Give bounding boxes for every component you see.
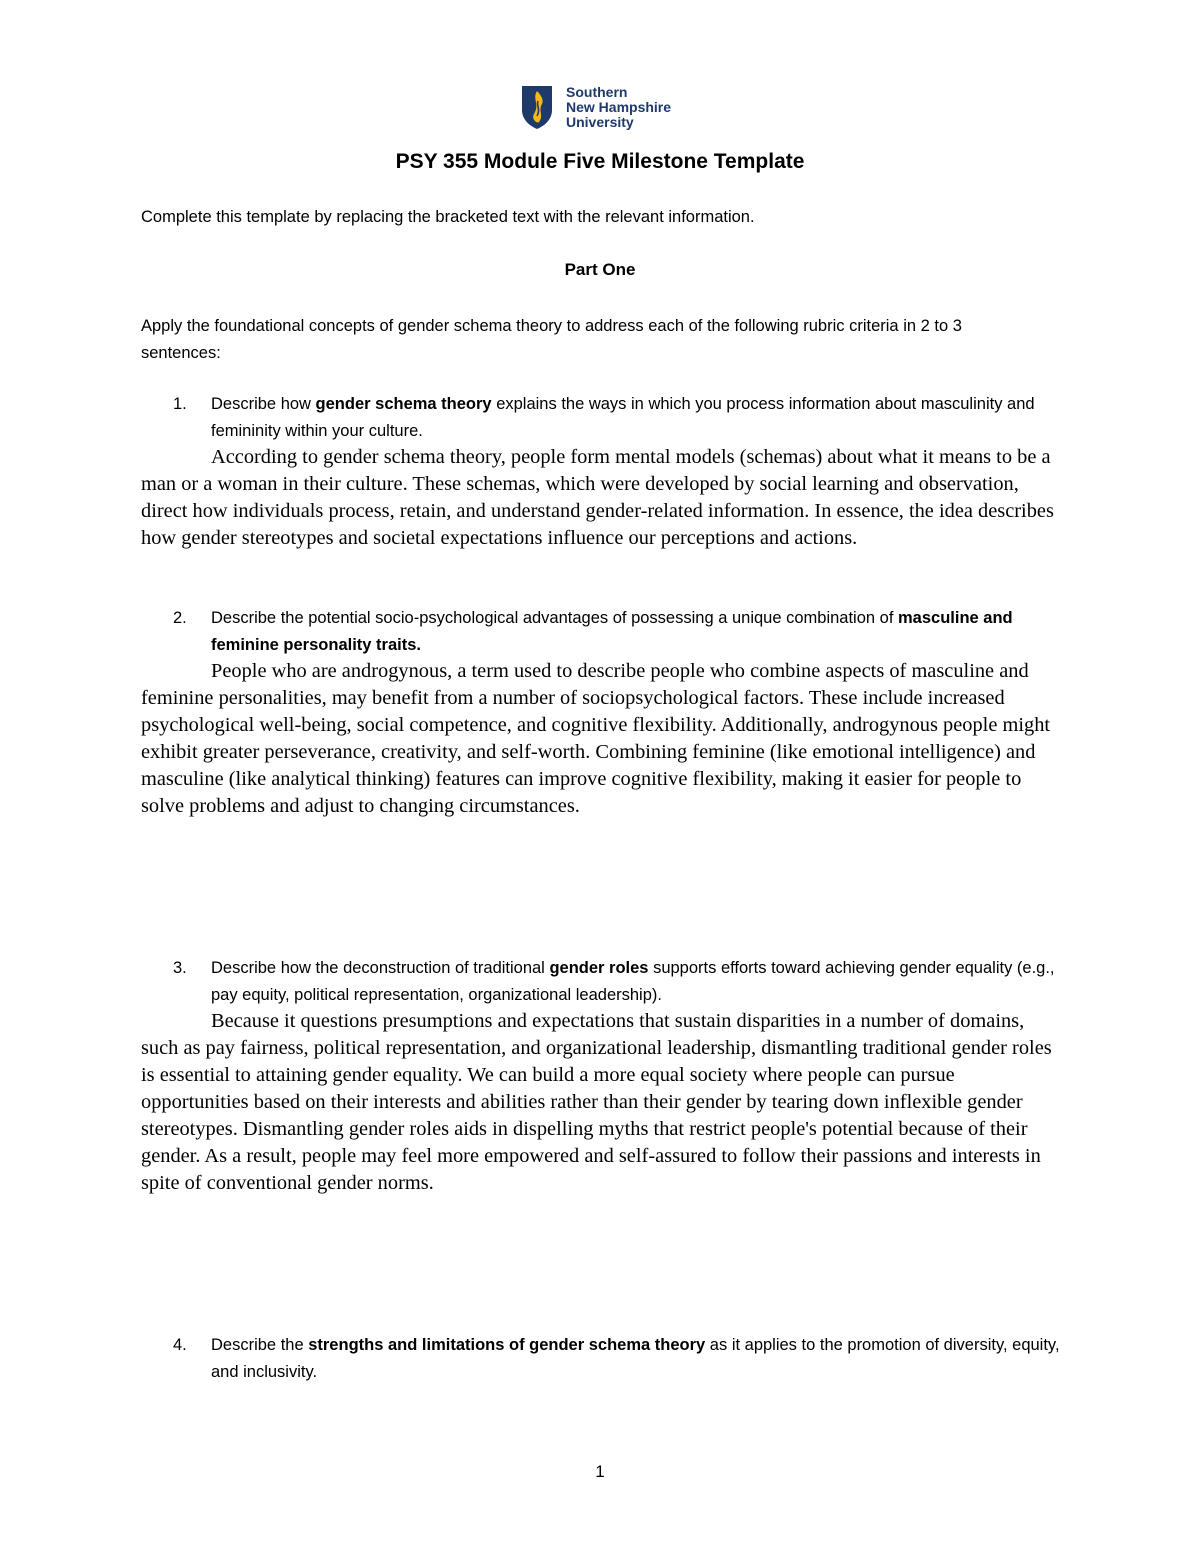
document-title: PSY 355 Module Five Milestone Template [395,150,805,173]
question-text-pre: Describe the [211,1336,309,1354]
question-text-pre: Describe the potential socio-psychological advantages of possessing a unique combination of [211,609,899,627]
question-text-post: supports efforts toward achieving gender equality (e.g., pay equity, political representation, organizational leadership). [211,959,1055,1004]
question-text-bold: gender schema theory [315,395,492,413]
snhu-logo [520,84,690,132]
logo-line-1: Southern [566,84,628,100]
question-text-pre: Describe how the deconstruction of traditional [211,959,550,977]
question-text [211,955,1071,1009]
question-number: 1. [173,395,187,413]
question-text-post: as it applies to the promotion of diversity, equity, and inclusivity. [211,1336,1060,1381]
shield-flame-icon [520,84,554,130]
intro-text: Complete this template by replacing the bracketed text with the relevant information. [141,208,755,226]
logo-line-3: University [566,114,634,130]
question-text-bold: masculine and feminine personality traits. [211,609,1013,654]
question-text-bold: gender roles [549,959,649,977]
question-number: 3. [173,959,187,977]
part-heading: Part One [564,260,636,279]
page-number: 1 [595,1462,605,1481]
question-text-pre: Describe how [211,395,316,413]
question-number: 2. [173,609,187,627]
question-text [211,1332,1071,1386]
question-text-post: explains the ways in which you process information about masculinity and femininity within your culture. [211,395,1035,440]
answer-text: People who are androgynous, a term used to describe people who combine aspects of masculine and feminine personalities, may benefit from a number of sociopsychological factors. These include increased psychological well-being, social competence, and cognitive flexibility. Additionally, androgynous people might exhibit greater perseverance, creativity, and self-worth. Combining feminine (like emotional intelligence) and masculine (like analytical thinking) features can improve cognitive flexibility, making it easier for people to solve problems and adjust to changing circumstances. [141,660,1051,817]
answer-text: Because it questions presumptions and expectations that sustain disparities in a number of domains, such as pay fairness, political representation, and organizational leadership, dismantling traditional gender roles is essential to attaining gender equality. We can build a more equal society where people can pursue opportunities based on their interests and abilities rather than their gender by tearing down inflexible gender stereotypes. Dismantling gender roles aids in dispelling myths that restrict people's potential because of their gender. As a result, people may feel more empowered and self-assured to follow their passions and interests in spite of conventional gender norms. [141,1010,1052,1194]
question-number: 4. [173,1336,187,1354]
question-text [211,391,1071,445]
question-text-bold: strengths and limitations of gender schema theory [308,1336,706,1354]
apply-instructions: Apply the foundational concepts of gender schema theory to address each of the following rubric criteria in 2 to 3 sentences: [141,317,962,362]
question-text [211,605,1071,659]
answer-text: According to gender schema theory, people form mental models (schemas) about what it means to be a man or a woman in their culture. These schemas, which were developed by social learning and observation, direct how individuals process, retain, and understand gender-related information. In essence, the idea describes how gender stereotypes and societal expectations influence our perceptions and actions. [141,446,1054,549]
logo-line-2: New Hampshire [566,99,672,115]
